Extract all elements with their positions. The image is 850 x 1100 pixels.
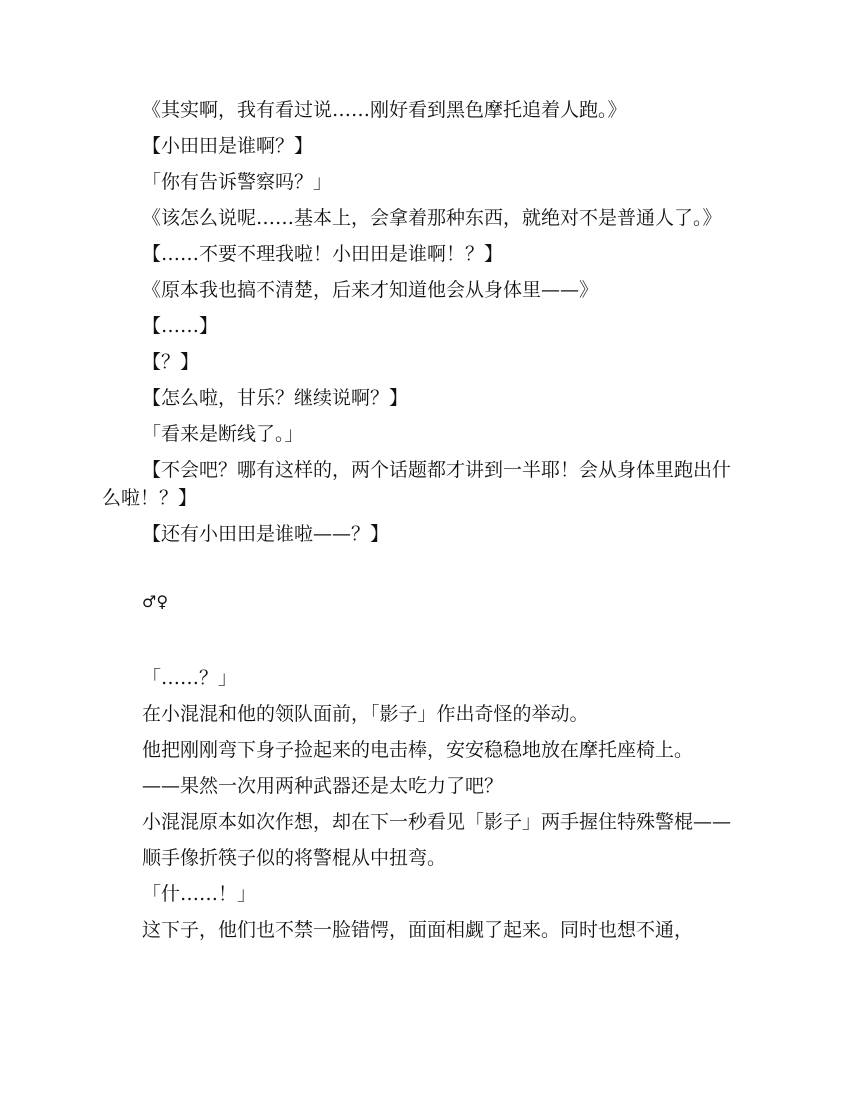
- paragraph: 【小田田是谁啊？】: [142, 135, 314, 157]
- paragraph: 「看来是断线了。」: [142, 423, 304, 445]
- paragraph: 《该怎么说呢……基本上，会拿着那种东西，就绝对不是普通人了。》: [142, 207, 722, 229]
- paragraph: 【……不要不理我啦！小田田是谁啊！？】: [142, 243, 504, 265]
- paragraph: 「什……！」: [142, 883, 257, 905]
- paragraph: 【不会吧？哪有这样的，两个话题都才讲到一半耶！会从身体里跑出什么啦！？】: [102, 459, 732, 509]
- paragraph: 【……】: [142, 315, 219, 337]
- paragraph: 【怎么啦，甘乐？继续说啊？】: [142, 387, 409, 409]
- paragraph: 小混混原本如次作想，却在下一秒看见「影子」两手握住特殊警棍——: [142, 811, 732, 833]
- paragraph: 《原本我也搞不清楚，后来才知道他会从身体里——》: [142, 279, 599, 301]
- section-separator: ♂♀: [142, 592, 169, 611]
- document-body: [102, 96, 748, 952]
- paragraph: 【？】: [142, 351, 200, 373]
- paragraph: 《其实啊，我有看过说……刚好看到黑色摩托追着人跑。》: [142, 99, 627, 121]
- paragraph: 「你有告诉警察吗？」: [142, 171, 333, 193]
- paragraph: 「……？」: [142, 667, 238, 689]
- paragraph: 在小混混和他的领队面前，「影子」作出奇怪的举动。: [142, 703, 589, 725]
- paragraph: 顺手像折筷子似的将警棍从中扭弯。: [142, 847, 447, 869]
- paragraph: 【还有小田田是谁啦——？】: [142, 523, 390, 545]
- paragraph: ——果然一次用两种武器还是太吃力了吧？: [142, 775, 504, 797]
- paragraph: 这下子，他们也不禁一脸错愕，面面相觑了起来。同时也想不通，: [142, 919, 694, 941]
- paragraph: 他把刚刚弯下身子捡起来的电击棒，安安稳稳地放在摩托座椅上。: [142, 739, 694, 761]
